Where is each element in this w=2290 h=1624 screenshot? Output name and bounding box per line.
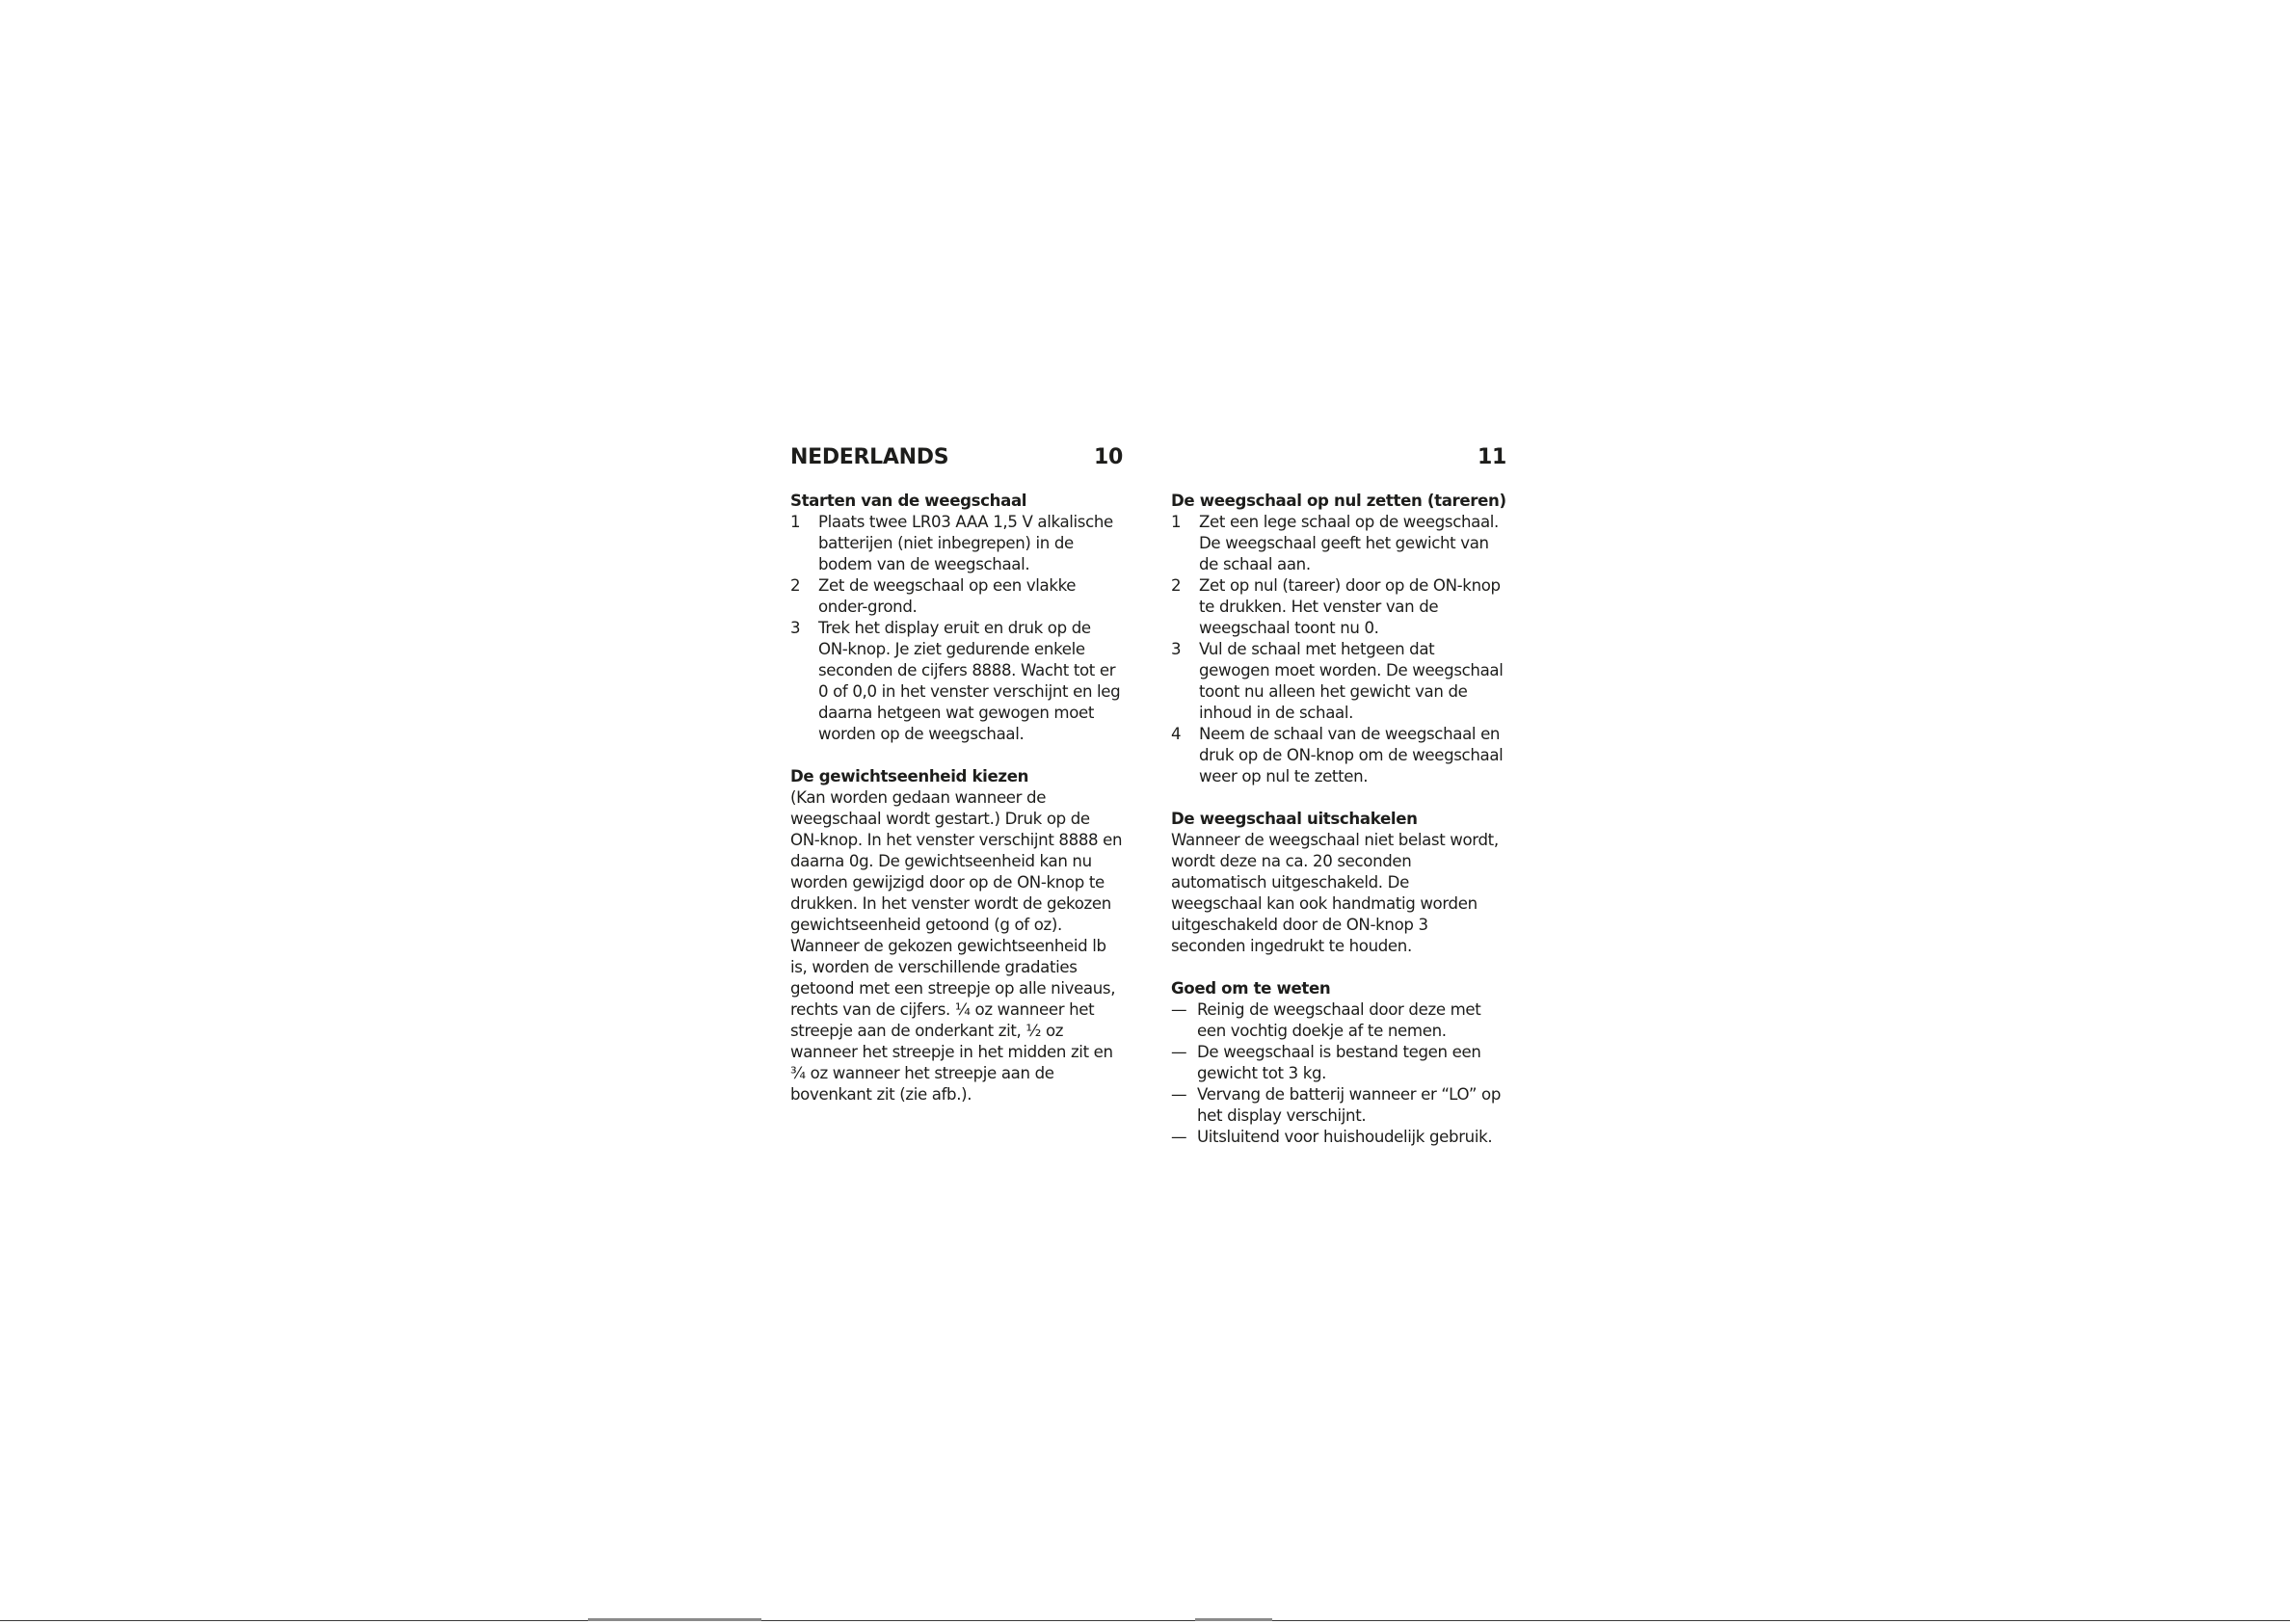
page-bottom-rule <box>0 1620 2290 1621</box>
step-item <box>790 618 1123 745</box>
step-item <box>1171 724 1504 787</box>
section-title: De weegschaal uitschakelen <box>1171 810 1418 828</box>
step-item <box>790 575 1123 618</box>
printer-crop-mark <box>588 1618 761 1621</box>
tips-list <box>1171 999 1504 1148</box>
step-item <box>1171 639 1504 724</box>
steps-list <box>790 512 1123 745</box>
section-title: Starten van de weegschaal <box>790 492 1027 510</box>
tip-item <box>1171 1042 1504 1084</box>
step-text: Zet een lege schaal op de weegschaal. De weegschaal geeft het gewicht van de schaal aan. <box>1199 513 1499 573</box>
section-switch-off <box>1171 809 1504 957</box>
step-number: 1 <box>790 513 801 531</box>
section-good-to-know <box>1171 978 1504 1148</box>
section-unit <box>790 766 1123 1105</box>
tip-text: Uitsluitend voor huishoudelijk gebruik. <box>1197 1128 1493 1146</box>
language-heading: NEDERLANDS <box>790 445 949 469</box>
step-number: 2 <box>790 576 801 595</box>
dash-bullet: — <box>1171 1000 1187 1019</box>
section-tare <box>1171 491 1504 787</box>
step-number: 3 <box>1171 640 1182 658</box>
page-number-right: 11 <box>1478 445 1507 469</box>
section-starting <box>790 491 1123 745</box>
step-number: 1 <box>1171 513 1182 531</box>
step-text: Neem de schaal van de weegschaal en druk op de ON-knop om de weegschaal weer op nul te zetten. <box>1199 725 1504 785</box>
tip-text: De weegschaal is bestand tegen een gewicht tot 3 kg. <box>1197 1043 1481 1082</box>
dash-bullet: — <box>1171 1043 1187 1061</box>
tip-item <box>1171 1084 1504 1127</box>
step-number: 2 <box>1171 576 1182 595</box>
left-column <box>790 491 1123 1105</box>
printer-crop-mark <box>1195 1618 1272 1621</box>
section-body: Wanneer de weegschaal niet belast wordt, wordt deze na ca. 20 seconden automatisch uitgeschakeld. De weegschaal kan ook handmatig worden uitgeschakeld door de ON-knop 3 seconden ingedrukt te houden. <box>1171 831 1499 955</box>
step-item <box>790 512 1123 575</box>
page-number-left: 10 <box>1094 445 1124 469</box>
step-number: 4 <box>1171 725 1182 743</box>
step-number: 3 <box>790 619 801 637</box>
right-column <box>1171 491 1504 1148</box>
step-text: Zet de weegschaal op een vlakke onder-grond. <box>818 576 1077 616</box>
section-title: De weegschaal op nul zetten (tareren) <box>1171 492 1506 510</box>
section-title: Goed om te weten <box>1171 979 1331 998</box>
step-text: Plaats twee LR03 AAA 1,5 V alkalische batterijen (niet inbegrepen) in de bodem van de weegschaal. <box>818 513 1113 573</box>
tip-item <box>1171 999 1504 1042</box>
dash-bullet: — <box>1171 1128 1187 1146</box>
step-item <box>1171 512 1504 575</box>
dash-bullet: — <box>1171 1085 1187 1104</box>
step-item <box>1171 575 1504 639</box>
step-text: Vul de schaal met hetgeen dat gewogen moet worden. De weegschaal toont nu alleen het gewicht van de inhoud in de schaal. <box>1199 640 1504 722</box>
step-text: Trek het display eruit en druk op de ON-knop. Je ziet gedurende enkele seconden de cijfers 8888. Wacht tot er 0 of 0,0 in het venster verschijnt en leg daarna hetgeen wat gewogen moet worden op de weegschaal. <box>818 619 1121 743</box>
tip-item <box>1171 1127 1504 1148</box>
tip-text: Reinig de weegschaal door deze met een vochtig doekje af te nemen. <box>1197 1000 1481 1040</box>
tip-text: Vervang de batterij wanneer er “LO” op het display verschijnt. <box>1197 1085 1502 1125</box>
section-body: (Kan worden gedaan wanneer de weegschaal wordt gestart.) Druk op de ON-knop. In het venster verschijnt 8888 en daarna 0g. De gewichtseenheid kan nu worden gewijzigd door op de ON-knop te drukken. In het venster wordt de gekozen gewichtseenheid getoond (g of oz). Wanneer de gekozen gewichtseenheid lb is, worden de verschillende gradaties getoond met een streepje op alle niveaus, rechts van de cijfers. ¼ oz wanneer het streepje aan de onderkant zit, ½ oz wanneer het streepje in het midden zit en ¾ oz wanneer het streepje aan de bovenkant zit (zie afb.). <box>790 788 1123 1104</box>
step-text: Zet op nul (tareer) door op de ON-knop te drukken. Het venster van de weegschaal toont nu 0. <box>1199 576 1501 637</box>
section-title: De gewichtseenheid kiezen <box>790 767 1029 785</box>
steps-list <box>1171 512 1504 787</box>
